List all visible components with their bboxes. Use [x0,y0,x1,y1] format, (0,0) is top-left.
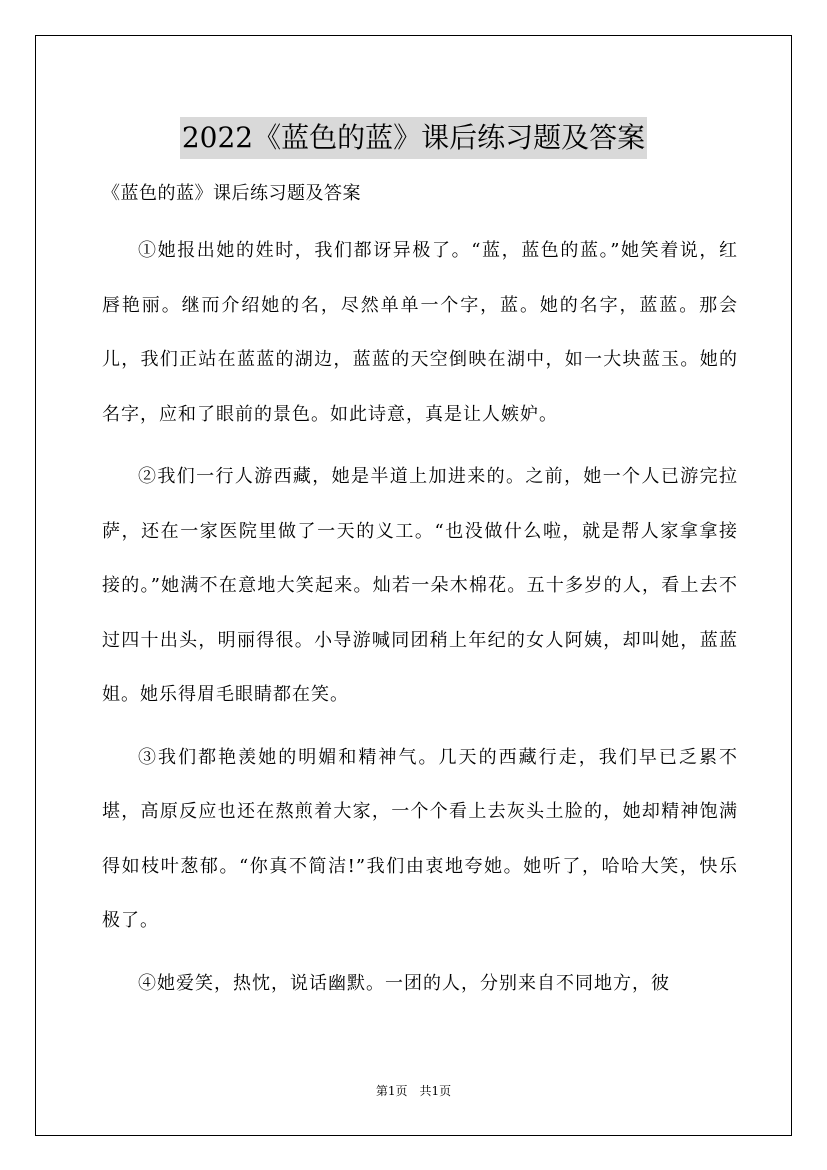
paragraph-1: ①她报出她的姓时，我们都讶异极了。“蓝，蓝色的蓝。”她笑着说，红唇艳丽。继而介绍她的名，尽然单单一个字，蓝。她的名字，蓝蓝。那会儿，我们正站在蓝蓝的湖边，蓝蓝的天空倒映在湖中，如一大块蓝玉。她的名字，应和了眼前的景色。如此诗意，真是让人嫉妒。 [102,240,738,425]
page-number: 第1页 共1页 [375,1084,452,1098]
title-container [0,98,827,178]
paragraph-4: ④她爱笑，热忱，说话幽默。一团的人，分别来自不同地方，彼 [138,972,670,994]
paragraph-2: ②我们一行人游西藏，她是半道上加进来的。之前，她一个人已游完拉萨，还在一家医院里做了一天的义工。“也没做什么啦，就是帮人家拿拿接接的。”她满不在意地大笑起来。灿若一朵木棉花。五十多岁的人，看上去不过四十出头，明丽得很。小导游喊同团稍上年纪的女人阿姨，却叫她，蓝蓝姐。她乐得眉毛眼睛都在笑。 [102,466,738,705]
page-footer [0,1083,827,1099]
paragraph-3: ③我们都艳羡她的明媚和精神气。几天的西藏行走，我们早已乏累不堪，高原反应也还在熬煎着大家，一个个看上去灰头土脸的，她却精神饱满得如枝叶葱郁。“你真不简洁!”我们由衷地夸她。她听了，哈哈大笑，快乐极了。 [102,746,738,931]
document-body [102,224,738,1019]
document-subtitle: 《蓝色的蓝》课后练习题及答案 [102,183,361,204]
document-title: 2022《蓝色的蓝》课后练习题及答案 [180,117,647,159]
